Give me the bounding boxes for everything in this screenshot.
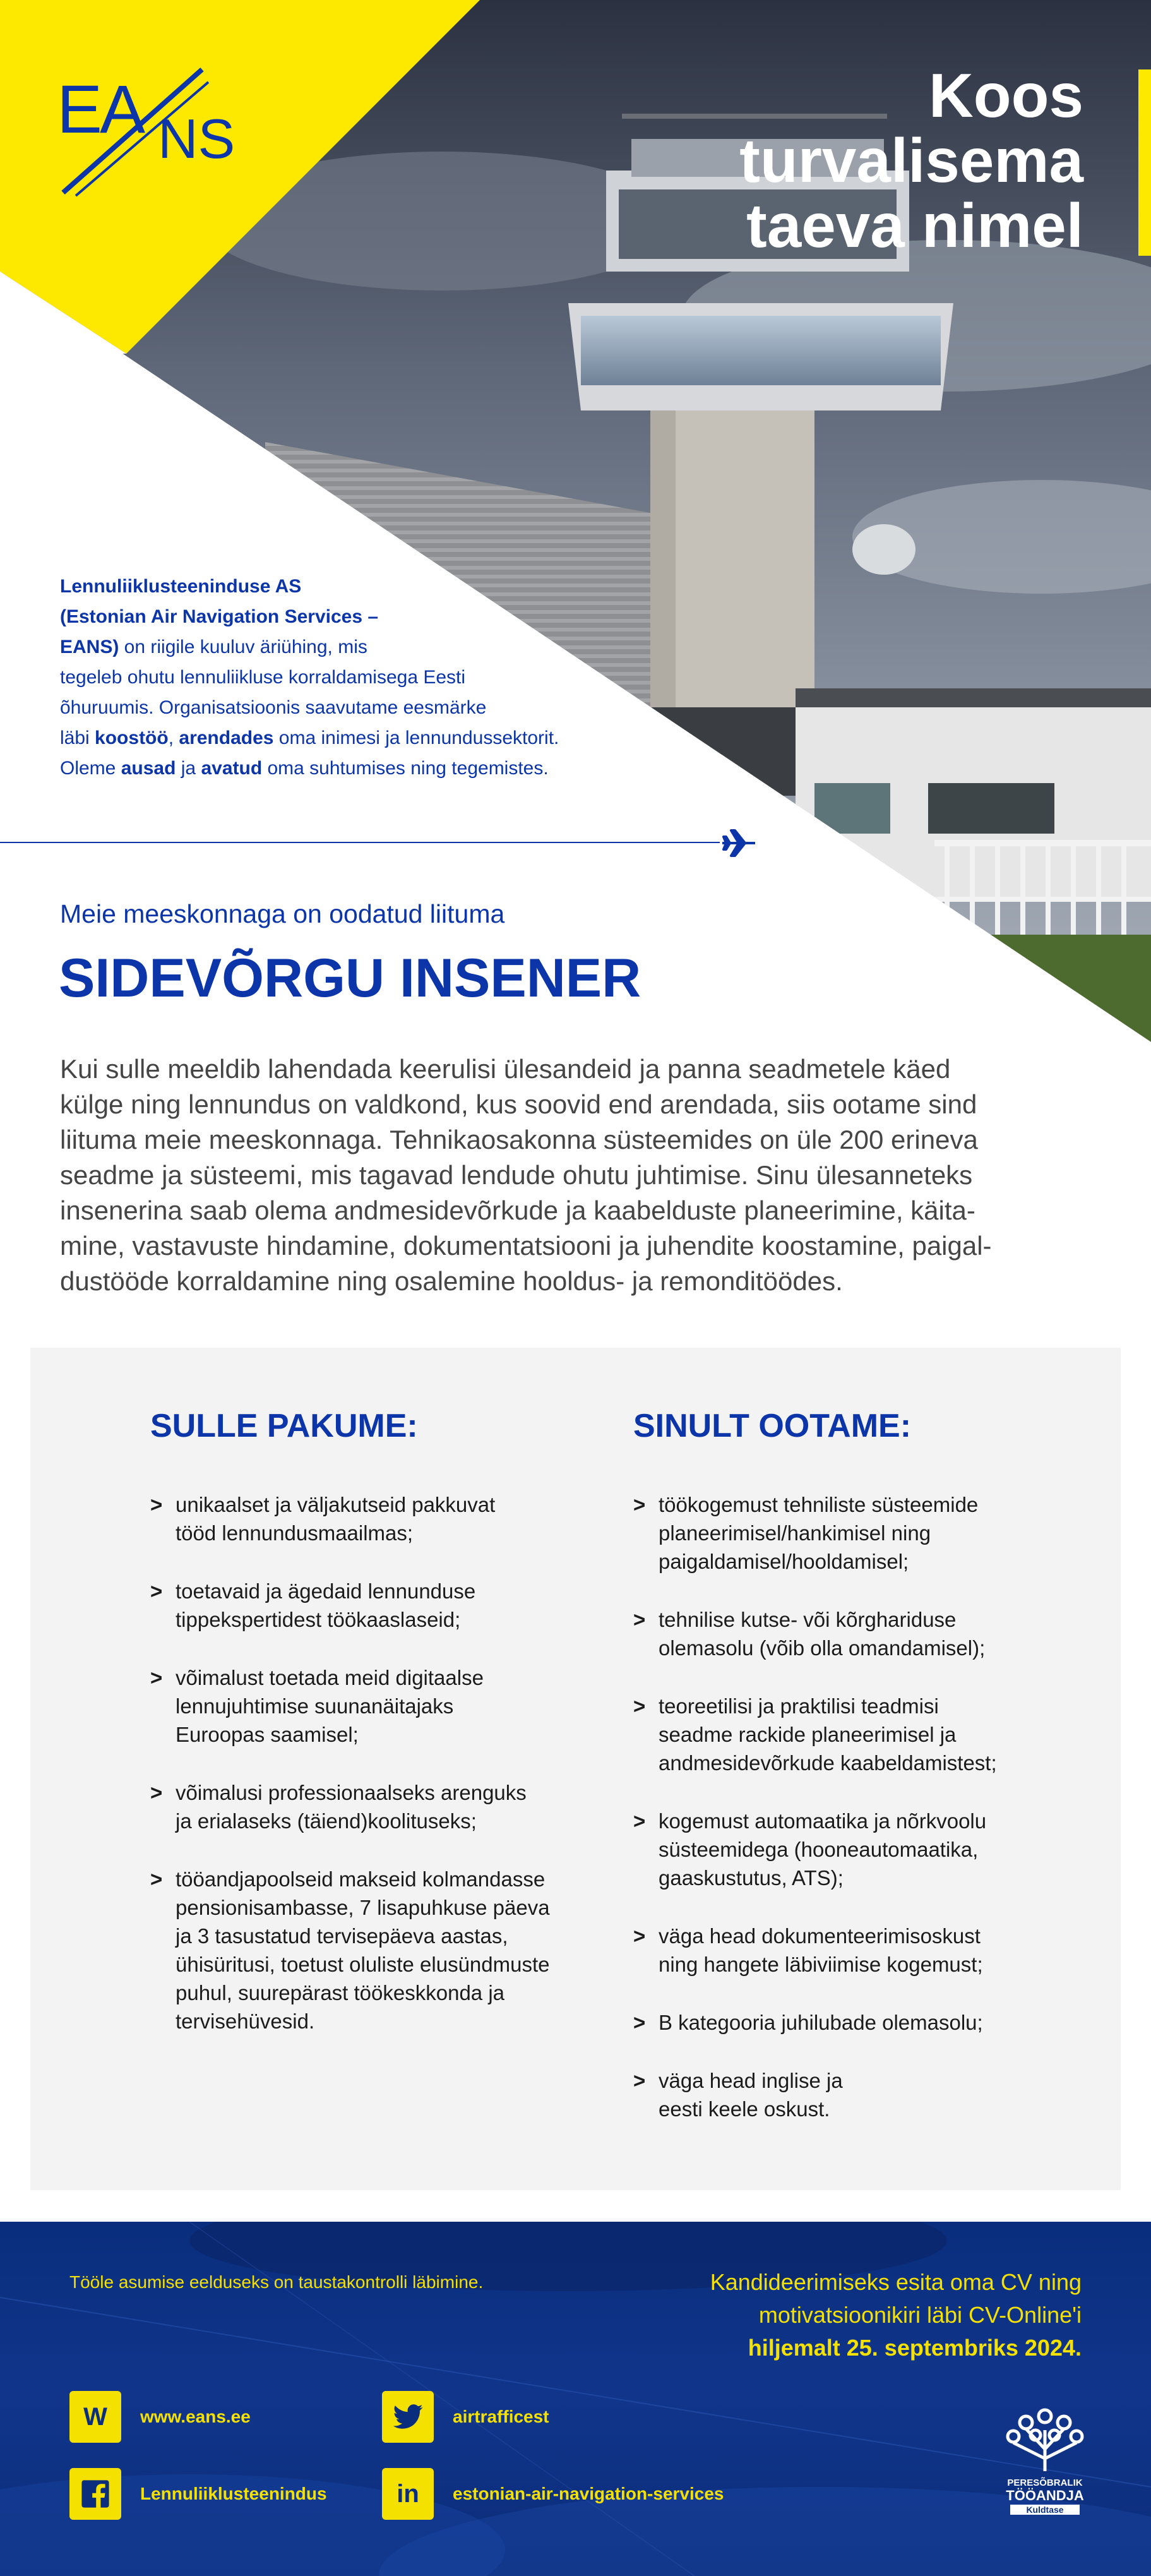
facebook-icon — [69, 2468, 121, 2520]
social-linkedin[interactable] — [382, 2468, 724, 2520]
background-check-note: Tööle asumise eelduseks on taustakontrolli läbimine. — [69, 2272, 484, 2292]
expect-item-line: seadme rackide planeerimisel ja — [659, 1723, 957, 1746]
expect-item — [633, 1490, 1069, 1576]
twitter-icon — [382, 2391, 434, 2443]
slogan-accent-bar — [1138, 69, 1151, 256]
job-description — [60, 1051, 1013, 1299]
expect-column — [633, 1407, 1069, 2153]
expect-item — [633, 1605, 1069, 1662]
twitter-link[interactable]: airtrafficest — [453, 2407, 549, 2426]
offer-item-line: > toetavaid ja ägedaid lennunduse — [176, 1579, 476, 1603]
offer-item-line: puhul, suurepärast töökeskkonda ja — [176, 1981, 505, 2004]
social-facebook[interactable] — [69, 2468, 327, 2520]
eans-logo — [57, 63, 246, 202]
offer-heading: SULLE PAKUME: — [150, 1408, 418, 1444]
social-twitter[interactable] — [382, 2391, 549, 2443]
airplane-icon — [720, 824, 758, 862]
offer-item-line: > võimalust toetada meid digitaalse — [176, 1666, 484, 1689]
expect-item-line: süsteemidega (hooneautomaatika, — [659, 1838, 979, 1861]
intro-line-6d: arendades — [179, 728, 274, 748]
intro-line-3: on riigile kuuluv äriühing, mis — [119, 637, 367, 657]
intro-line-7a: Oleme — [60, 758, 121, 779]
hero-section — [0, 0, 1151, 1042]
description-line: külge ning lennundus on valdkond, kus soovid end arendada, siis ootame sind — [60, 1089, 977, 1119]
logo-letters-ea: EA — [57, 71, 143, 147]
offer-item-line: tippekspertidest töökaaslaseid; — [176, 1608, 461, 1631]
intro-line-5: õhuruumis. Organisatsioonis saavutame eesmärke — [60, 697, 487, 718]
intro-line-7e: oma suhtumises ning tegemistes. — [262, 758, 549, 779]
expect-item — [633, 2008, 1069, 2037]
website-icon-glyph: W — [83, 2402, 107, 2431]
intro-line-6c: , — [168, 728, 179, 748]
intro-line-7b: ausad — [121, 758, 176, 779]
expect-heading: SINULT OOTAME: — [633, 1408, 912, 1444]
offer-item-line: ja erialaseks (täiend)koolituseks; — [176, 1809, 477, 1833]
website-link[interactable]: www.eans.ee — [140, 2407, 251, 2426]
offer-item — [150, 1490, 586, 1547]
apply-deadline: hiljemalt 25. septembriks 2024. — [748, 2335, 1082, 2361]
description-line: insenerina saab olema andmesidevõrkude ja kaabelduste planeerimine, käita- — [60, 1195, 975, 1225]
offer-item-line: lennujuhtimise suunanäitajaks — [176, 1694, 454, 1718]
logo-letters-ns: NS — [158, 107, 236, 170]
expect-item — [633, 1922, 1069, 1979]
intro-line-6e: oma inimesi ja lennundussektorit. — [273, 728, 559, 748]
expect-item-line: > teoreetilisi ja praktilisi teadmisi — [659, 1694, 939, 1718]
linkedin-link[interactable]: estonian-air-navigation-services — [453, 2484, 724, 2503]
offer-item — [150, 1663, 586, 1749]
expect-item — [633, 1807, 1069, 1892]
description-line: mine, vastavuste hindamine, dokumentatsiooni ja juhendite koostamine, paigal- — [60, 1231, 992, 1261]
expect-list — [633, 1490, 1069, 2123]
offer-item-line: tervisehüvesid. — [176, 2010, 315, 2033]
offer-item-line: tööd lennundusmaailmas; — [176, 1521, 414, 1545]
website-icon — [69, 2391, 121, 2443]
intro-line-6a: läbi — [60, 728, 95, 748]
offer-column — [150, 1407, 586, 2065]
offer-item-line: pensionisambasse, 7 lisapuhkuse päeva — [176, 1896, 550, 1919]
footer — [0, 2222, 1151, 2576]
family-friendly-employer-badge — [1004, 2405, 1086, 2531]
intro-line-4: tegeleb ohutu lennuliikluse korraldamisega Eesti — [60, 667, 466, 688]
badge-line-2: TÖÖANDJA — [1006, 2488, 1084, 2503]
expect-item-line: gaaskustutus, ATS); — [659, 1866, 844, 1890]
offer-list — [150, 1490, 586, 2035]
social-website[interactable] — [69, 2391, 251, 2443]
badge-line-3: Kuldtase — [1010, 2505, 1080, 2515]
job-title: SIDEVÕRGU INSENER — [59, 948, 641, 1009]
expect-item-line: > väga head inglise ja — [659, 2069, 843, 2092]
offer-item-line: Euroopas saamisel; — [176, 1723, 359, 1746]
offer-item-line: ühisüritusi, toetust oluliste elusündmuste — [176, 1953, 550, 1976]
offer-item-line: > unikaalset ja väljakutseid pakkuvat — [176, 1493, 496, 1516]
offer-item-line: > tööandjapoolseid makseid kolmandasse — [176, 1867, 546, 1891]
company-name-1: Lennuliiklusteeninduse AS — [60, 576, 302, 597]
facebook-link[interactable]: Lennuliiklusteenindus — [140, 2484, 327, 2503]
apply-line-2: motivatsioonikiri läbi CV-Online'i — [758, 2302, 1082, 2328]
description-line: seadme ja süsteemi, mis tagavad lendude ohutu juhtimise. Sinu ülesanneteks — [60, 1160, 973, 1190]
apply-line-1: Kandideerimiseks esita oma CV ning — [710, 2269, 1082, 2295]
description-line: dustööde korraldamine ning osalemine hooldus- ja remonditöödes. — [60, 1266, 843, 1296]
description-line: liituma meie meeskonnaga. Tehnikaosakonna süsteemides on üle 200 erineva — [60, 1125, 978, 1154]
intro-line-7c: ja — [176, 758, 201, 779]
expect-item-line: > väga head dokumenteerimisoskust — [659, 1924, 981, 1948]
slogan-line-3: taeva nimel — [746, 191, 1083, 260]
company-name-2: (Estonian Air Navigation Services – — [60, 606, 379, 627]
expect-item-line: andmesidevõrkude kaabeldamistest; — [659, 1751, 997, 1775]
offer-item — [150, 1865, 586, 2035]
apply-instructions — [710, 2266, 1082, 2364]
expect-item-line: eesti keele oskust. — [659, 2097, 830, 2121]
slogan-line-1: Koos — [929, 61, 1083, 130]
offer-item-line: ja 3 tasustatud tervisepäeva aastas, — [176, 1924, 508, 1948]
expect-item — [633, 1692, 1069, 1777]
expect-item-line: olemasolu (võib olla omandamisel); — [659, 1636, 986, 1660]
expect-item-line: > töökogemust tehniliste süsteemide — [659, 1493, 979, 1516]
expect-item — [633, 2066, 1069, 2123]
slogan — [739, 63, 1083, 258]
intro-line-6b: koostöö — [95, 728, 169, 748]
invite-text: Meie meeskonnaga on oodatud liituma — [60, 899, 505, 928]
offer-item — [150, 1778, 586, 1835]
company-intro — [60, 572, 603, 784]
expect-item-line: paigaldamisel/hooldamisel; — [659, 1550, 909, 1573]
badge-line-1: PERESÕBRALIK — [1007, 2477, 1083, 2488]
expect-item-line: > kogemust automaatika ja nõrkvoolu — [659, 1809, 987, 1833]
offer-item-line: > võimalusi professionaalseks arenguks — [176, 1781, 527, 1804]
slogan-line-2: turvalisema — [739, 126, 1083, 195]
linkedin-icon — [382, 2468, 434, 2520]
description-line: Kui sulle meeldib lahendada keerulisi ülesandeid ja panna seadmetele käed — [60, 1054, 951, 1084]
company-name-3: EANS) — [60, 637, 119, 657]
offer-item — [150, 1577, 586, 1634]
flight-path-divider — [0, 842, 720, 843]
expect-item-line: ning hangete läbiviimise kogemust; — [659, 1953, 983, 1976]
linkedin-icon-glyph: in — [397, 2479, 419, 2508]
tree-people-icon — [1004, 2405, 1086, 2474]
expect-item-line: planeerimisel/hankimisel ning — [659, 1521, 931, 1545]
intro-line-7d: avatud — [201, 758, 263, 779]
expect-item-line: > tehnilise kutse- või kõrghariduse — [659, 1608, 957, 1631]
expect-item-line: > B kategooria juhilubade olemasolu; — [659, 2011, 983, 2034]
